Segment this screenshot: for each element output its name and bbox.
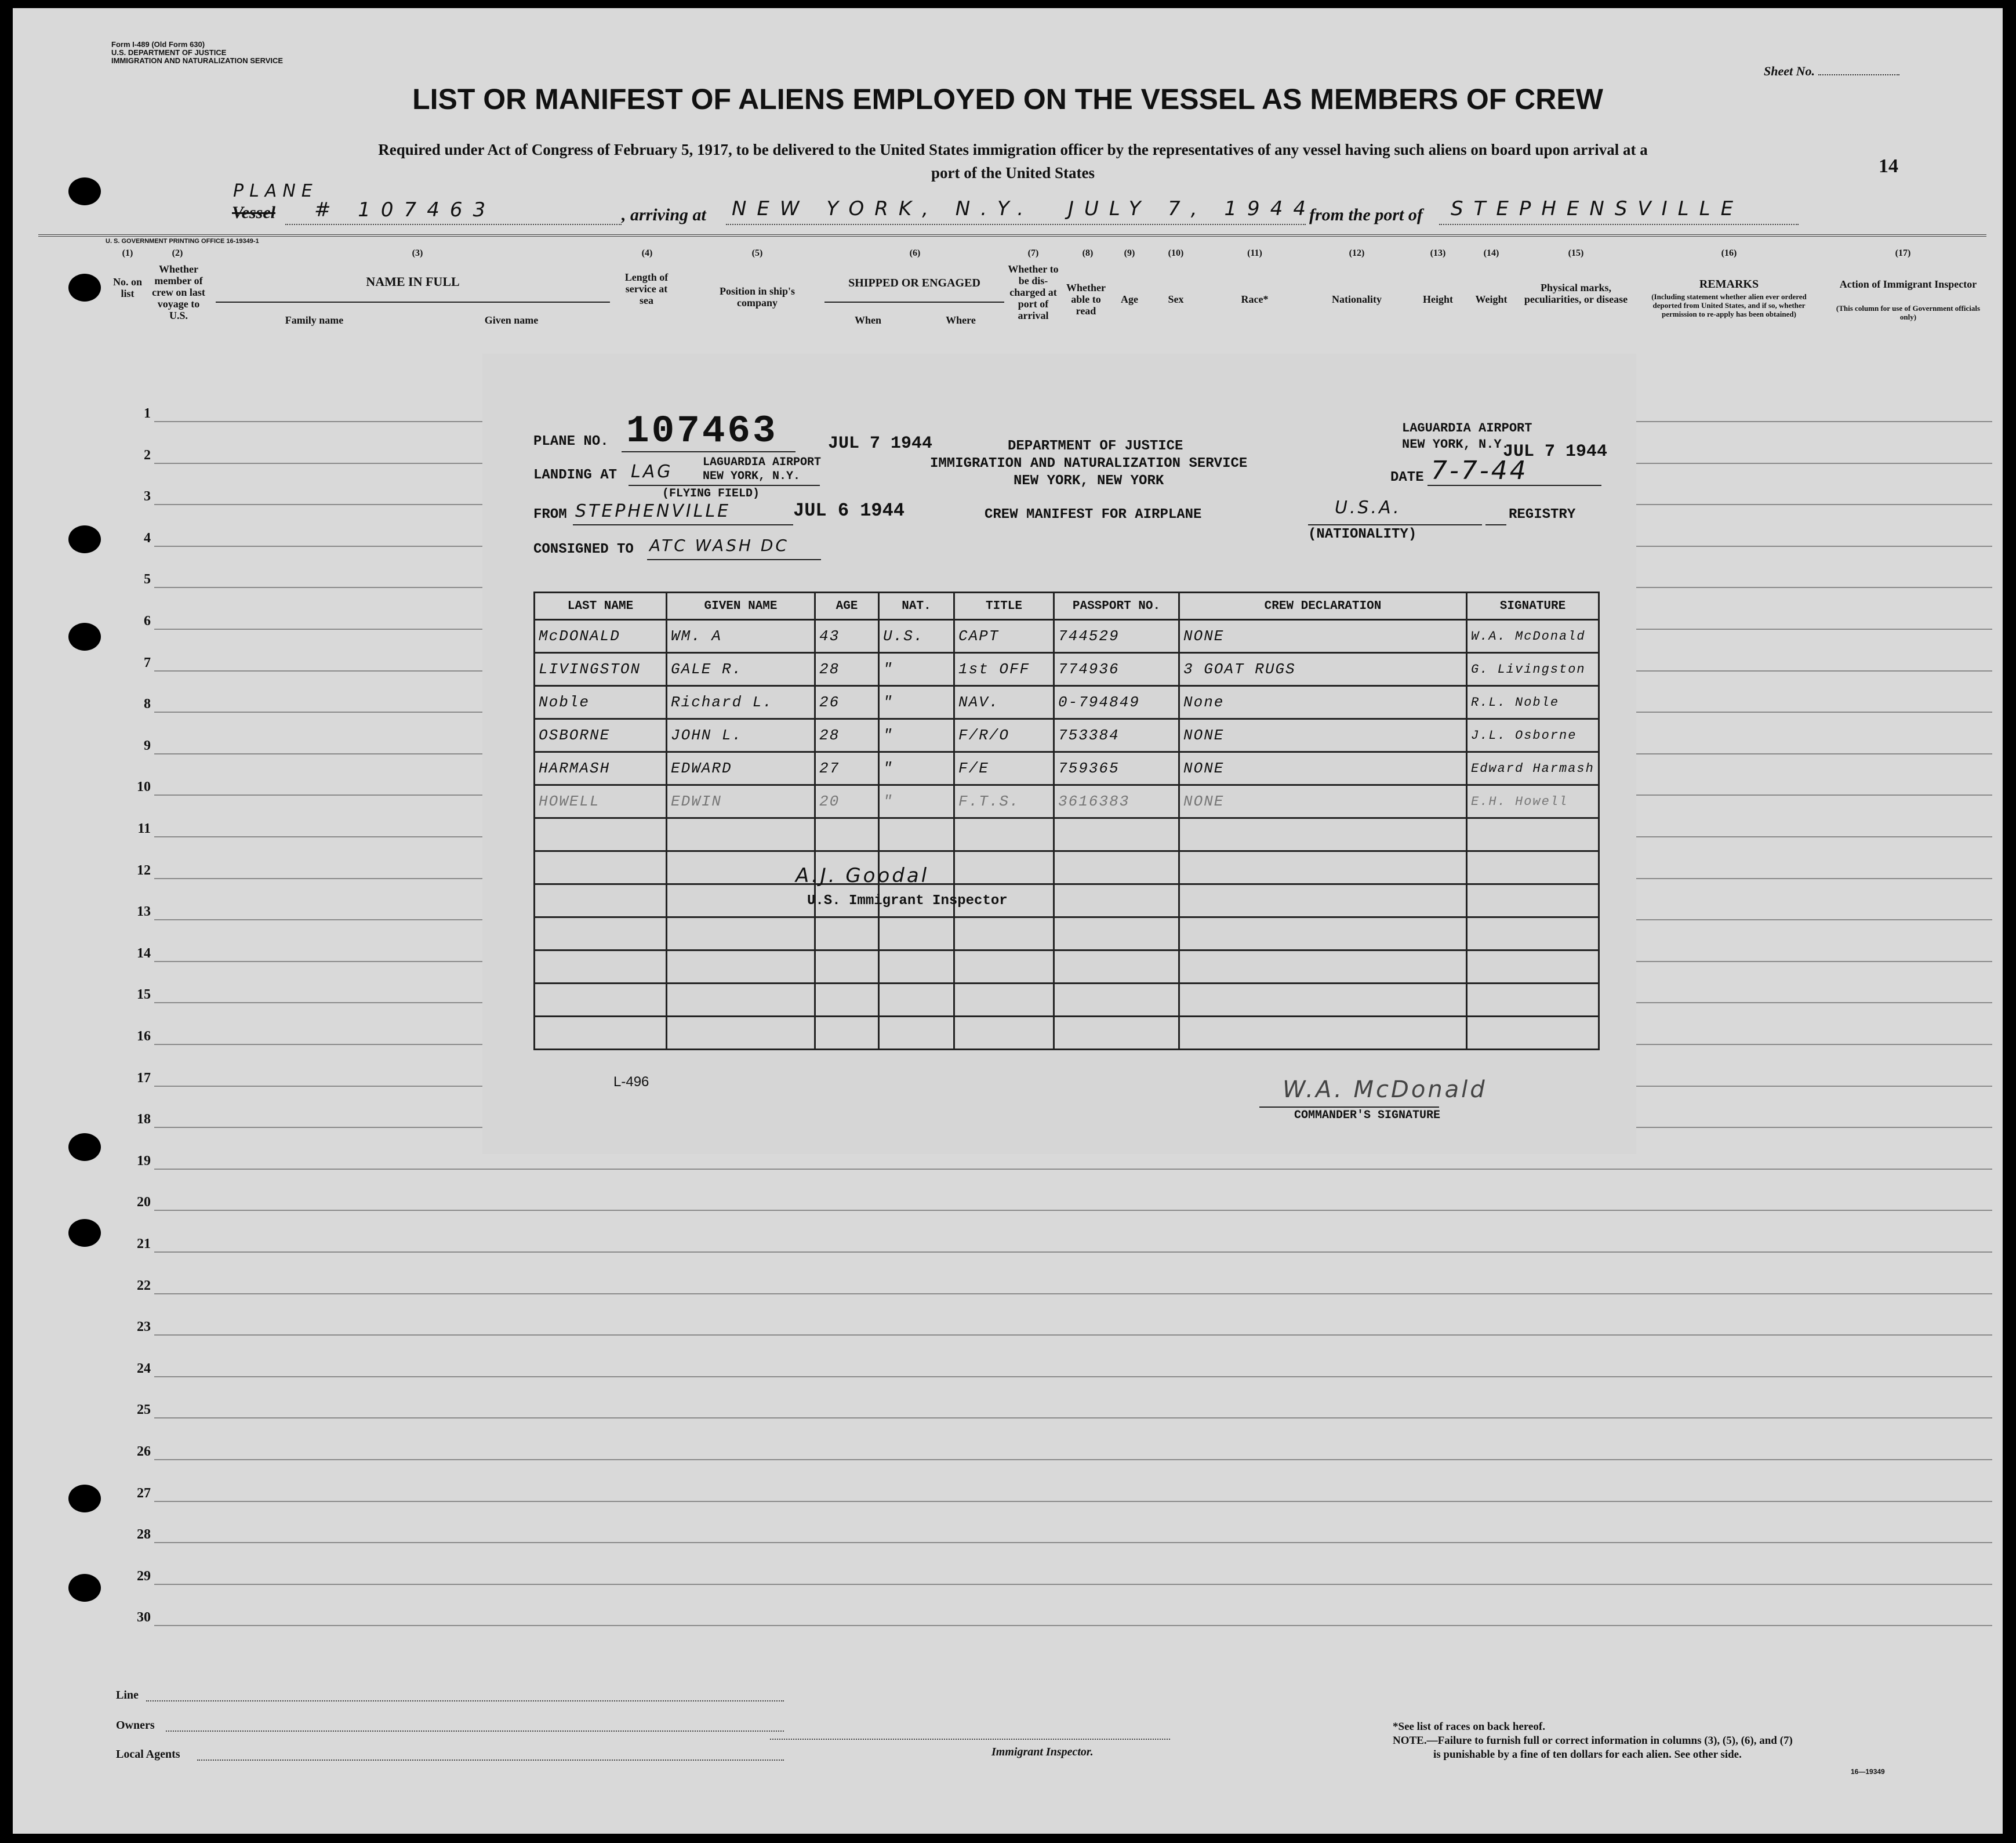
col-race: Race* (1241, 293, 1269, 305)
col-shipped-engaged: SHIPPED OR ENGAGED (848, 277, 980, 289)
crew-age: 43 (815, 620, 879, 653)
from-label: FROM (533, 507, 567, 523)
crew-cell-empty (667, 818, 815, 851)
crew-cell-empty (667, 917, 815, 950)
crew-cell-empty (1467, 1017, 1599, 1050)
crew-nationality: " (879, 686, 954, 719)
header-title: TITLE (954, 593, 1054, 620)
inspector-label: U.S. Immigrant Inspector (807, 893, 1008, 909)
row-number: 23 (137, 1319, 151, 1334)
airport-stamp-date: JUL 7 1944 (1503, 442, 1608, 462)
column-number: (13) (1430, 248, 1446, 258)
column-number: (6) (909, 248, 921, 258)
crew-declaration: NONE (1179, 620, 1467, 653)
vessel-underline (285, 224, 622, 225)
crew-cell-empty (879, 917, 954, 950)
crew-title: 1st OFF (954, 653, 1054, 686)
form-subtitle (129, 138, 1897, 184)
departure-stamp: JUL 6 1944 (793, 500, 905, 521)
row-number: 1 (144, 406, 151, 421)
row-number: 27 (137, 1486, 151, 1501)
port-underline (1439, 224, 1799, 225)
form-title: LIST OR MANIFEST OF ALIENS EMPLOYED ON THE VESSEL AS MEMBERS OF CREW (412, 83, 1603, 115)
plane-number: 107463 (626, 409, 778, 453)
crew-declaration: None (1179, 686, 1467, 719)
crew-title: F.T.S. (954, 785, 1054, 818)
consigned-underline (647, 559, 821, 560)
row-number: 4 (144, 531, 151, 546)
row-rule (154, 1251, 1992, 1253)
row-number: 28 (137, 1527, 151, 1542)
row-rule (154, 1459, 1992, 1460)
column-number: (12) (1349, 248, 1365, 258)
crew-cell-empty (1054, 884, 1179, 917)
crew-signature: G. Livingston (1467, 653, 1599, 686)
crew-cell-empty (1054, 818, 1179, 851)
name-rule (216, 302, 610, 303)
crew-row (535, 719, 1599, 752)
crew-cell-empty (535, 950, 667, 984)
column-number: (16) (1721, 248, 1737, 258)
row-number: 24 (137, 1361, 151, 1376)
row-rule (154, 1625, 1992, 1626)
column-number: (8) (1082, 248, 1094, 258)
row-number: 17 (137, 1071, 151, 1086)
crew-passport: 774936 (1054, 653, 1179, 686)
header-nat: NAT. (879, 593, 954, 620)
crew-cell-empty (815, 950, 879, 984)
crew-passport: 3616383 (1054, 785, 1179, 818)
crew-row (535, 653, 1599, 686)
note-line: NOTE.—Failure to furnish full or correct information in columns (3), (5), (6), and (7) (1393, 1735, 1793, 1747)
arriving-label: , arriving at (622, 205, 706, 224)
column-number: (15) (1568, 248, 1584, 258)
subtitle-line: Required under Act of Congress of February 5, 1917, to be delivered to the United States immigration officer by the representatives of any vessel having such aliens on board upon arrival at a (378, 141, 1648, 158)
inspector-signature: A.J. Goodal (795, 864, 929, 887)
nationality-underline (1308, 524, 1482, 525)
dept-line: DEPARTMENT OF JUSTICE (1008, 438, 1183, 454)
form-identifier (111, 41, 283, 65)
col-weight: Weight (1475, 293, 1508, 305)
column-number: (7) (1027, 248, 1039, 258)
punch-hole (68, 1219, 101, 1247)
crew-cell-empty (667, 1017, 815, 1050)
crew-cell-empty (1467, 984, 1599, 1017)
crew-cell-empty (667, 851, 815, 884)
crew-cell-empty (535, 984, 667, 1017)
crew-last-name: OSBORNE (535, 719, 667, 752)
col-where: Where (946, 314, 976, 326)
agents-label: Local Agents (116, 1748, 180, 1761)
column-number: (2) (172, 248, 183, 258)
crew-signature: Edward Harmash (1467, 752, 1599, 785)
col-remarks: REMARKS (1699, 278, 1759, 291)
punch-hole (68, 1133, 101, 1161)
crew-row (535, 752, 1599, 785)
row-number: 6 (144, 614, 151, 629)
registry-label: REGISTRY (1509, 507, 1576, 523)
crew-title: F/R/O (954, 719, 1054, 752)
crew-cell-empty (1467, 818, 1599, 851)
dept-line: IMMIGRATION AND NATURALIZATION SERVICE (930, 456, 1248, 471)
crew-cell-empty (1054, 851, 1179, 884)
row-number: 19 (137, 1153, 151, 1169)
col-discharged: Whether to be dis-charged at port of arrival (1008, 263, 1059, 321)
plane-no-underline (622, 451, 795, 452)
card-form-number: L-496 (613, 1074, 649, 1090)
crew-cell-empty (879, 818, 954, 851)
crew-last-name: LIVINGSTON (535, 653, 667, 686)
crew-cell-empty (1467, 884, 1599, 917)
form-id-line: IMMIGRATION AND NATURALIZATION SERVICE (111, 56, 284, 65)
owners-underline (166, 1730, 784, 1732)
crew-row (535, 686, 1599, 719)
header-crew-declaration: CREW DECLARATION (1179, 593, 1467, 620)
crew-manifest-title: CREW MANIFEST FOR AIRPLANE (985, 507, 1202, 523)
row-rule (154, 1542, 1992, 1543)
crew-signature: W.A. McDonald (1467, 620, 1599, 653)
crew-row (535, 785, 1599, 818)
row-rule (154, 1501, 1992, 1502)
column-number: (4) (641, 248, 653, 258)
crew-declaration: 3 GOAT RUGS (1179, 653, 1467, 686)
inspector-underline (770, 1739, 1170, 1740)
column-number: (17) (1895, 248, 1911, 258)
crew-last-name: HARMASH (535, 752, 667, 785)
footer-notes (1393, 1720, 1793, 1762)
col-able-to-read: Whether able to read (1066, 282, 1106, 317)
note-line: is punishable by a fine of ten dollars for each alien. See other side. (1433, 1748, 1742, 1761)
crew-last-name: HOWELL (535, 785, 667, 818)
row-number: 11 (137, 821, 151, 836)
crew-cell-empty (815, 917, 879, 950)
crew-given-name: WM. A (667, 620, 815, 653)
landing-stamp: LAGUARDIA AIRPORT (703, 456, 822, 469)
crew-cell-empty (535, 1017, 667, 1050)
crew-age: 28 (815, 653, 879, 686)
crew-title: F/E (954, 752, 1054, 785)
row-rule (154, 1417, 1992, 1418)
flying-field: (FLYING FIELD) (662, 487, 760, 500)
crew-cell-empty (954, 818, 1054, 851)
crew-cell-empty (1467, 950, 1599, 984)
crew-cell-empty (535, 851, 667, 884)
crew-cell-empty (815, 1017, 879, 1050)
row-number: 9 (144, 738, 151, 753)
received-stamp: JUL 7 1944 (828, 434, 933, 454)
sheet-label: Sheet No. (1764, 64, 1815, 78)
column-number: (5) (751, 248, 763, 258)
registry-underline (1485, 524, 1506, 525)
row-number: 29 (137, 1569, 151, 1584)
crew-cell-empty (535, 884, 667, 917)
form-code: 16—19349 (1851, 1768, 1885, 1776)
from-value: STEPHENVILLE (575, 501, 731, 521)
crew-age: 27 (815, 752, 879, 785)
commander-signature: W.A. McDonald (1283, 1076, 1487, 1103)
col-remarks-note: (Including statement whether alien ever ordered deported from United States, and if so, whether permission to re-apply has been obtained) (1651, 292, 1807, 318)
row-number: 21 (137, 1236, 151, 1251)
crew-cell-empty (535, 917, 667, 950)
crew-age: 26 (815, 686, 879, 719)
row-number: 18 (137, 1112, 151, 1127)
row-rule (154, 1210, 1992, 1211)
sheet-number (1764, 64, 1899, 79)
crew-cell-empty (879, 950, 954, 984)
shipped-rule (824, 302, 1004, 303)
column-number: (3) (412, 248, 423, 258)
row-number: 12 (137, 863, 151, 878)
column-number: (1) (122, 248, 133, 258)
crew-given-name: JOHN L. (667, 719, 815, 752)
row-number: 10 (137, 779, 151, 794)
crew-cell-empty (879, 1017, 954, 1050)
crew-declaration: NONE (1179, 752, 1467, 785)
crew-cell-empty (1179, 851, 1467, 884)
crew-row-empty (535, 851, 1599, 884)
crew-row (535, 620, 1599, 653)
crew-nationality: " (879, 785, 954, 818)
print-office: U. S. GOVERNMENT PRINTING OFFICE 16-19349-1 (106, 238, 259, 245)
row-number: 2 (144, 448, 151, 463)
crew-cell-empty (954, 851, 1054, 884)
crew-given-name: GALE R. (667, 653, 815, 686)
col-length-service: Length of service at sea (624, 271, 669, 306)
from-underline (573, 524, 793, 525)
row-number: 8 (144, 696, 151, 712)
commander-label: COMMANDER'S SIGNATURE (1294, 1109, 1441, 1122)
header-signature: SIGNATURE (1467, 593, 1599, 620)
col-given-name: Given name (484, 314, 539, 326)
crew-last-name: Noble (535, 686, 667, 719)
col-sex: Sex (1168, 293, 1184, 305)
page-mark: 14 (1879, 155, 1898, 177)
commander-underline (1259, 1106, 1439, 1108)
row-number: 15 (137, 987, 151, 1002)
row-number: 13 (137, 904, 151, 919)
crew-table (533, 592, 1600, 1050)
header-passport: PASSPORT NO. (1054, 593, 1179, 620)
consigned-value: ATC WASH DC (649, 536, 789, 555)
crew-cell-empty (667, 950, 815, 984)
column-number: (9) (1124, 248, 1135, 258)
consigned-label: CONSIGNED TO (533, 542, 634, 557)
landing-stamp: NEW YORK, N.Y. (703, 470, 801, 483)
punch-hole (68, 623, 101, 651)
col-inspector-note: (This column for use of Government officials only) (1836, 304, 1981, 321)
crew-nationality: U.S. (879, 620, 954, 653)
crew-cell-empty (535, 818, 667, 851)
agents-underline (197, 1759, 784, 1761)
column-number: (11) (1247, 248, 1262, 258)
subtitle-line: port of the United States (931, 164, 1095, 182)
punch-hole (68, 1574, 101, 1602)
column-number: (14) (1483, 248, 1499, 258)
date-label: DATE (1390, 470, 1424, 485)
row-rule (154, 1584, 1992, 1585)
crew-cell-empty (667, 984, 815, 1017)
crew-cell-empty (1054, 917, 1179, 950)
row-rule (154, 1334, 1992, 1336)
crew-table-header (535, 593, 1599, 620)
punch-hole (68, 274, 101, 302)
crew-age: 28 (815, 719, 879, 752)
inspector-footer-label: Immigrant Inspector. (991, 1746, 1094, 1758)
nationality-value: U.S.A. (1335, 498, 1401, 518)
col-family-name: Family name (285, 314, 344, 326)
crew-cell-empty (954, 950, 1054, 984)
airplane-crew-manifest (482, 354, 1636, 1154)
crew-row-empty (535, 1017, 1599, 1050)
row-number: 5 (144, 572, 151, 587)
crew-row-empty (535, 950, 1599, 984)
crew-cell-empty (1467, 851, 1599, 884)
manifest-sheet (13, 8, 2003, 1834)
landing-label: LANDING AT (533, 467, 617, 483)
date-value: 7-7-44 (1431, 456, 1528, 485)
vessel-value: # 107463 (314, 198, 496, 222)
col-physical-marks: Physical marks, peculiarities, or disease (1524, 282, 1628, 305)
row-rule (154, 1376, 1992, 1377)
owners-label: Owners (116, 1719, 155, 1732)
punch-hole (68, 177, 101, 205)
col-inspector-action: Action of Immigrant Inspector (1839, 278, 1977, 290)
crew-cell-empty (1179, 818, 1467, 851)
crew-cell-empty (1054, 950, 1179, 984)
crew-cell-empty (1179, 917, 1467, 950)
crew-cell-empty (954, 984, 1054, 1017)
crew-nationality: " (879, 752, 954, 785)
crew-row-empty (535, 917, 1599, 950)
col-age: Age (1121, 293, 1138, 305)
crew-cell-empty (1054, 984, 1179, 1017)
column-number: (10) (1168, 248, 1184, 258)
crew-cell-empty (1467, 917, 1599, 950)
crew-signature: E.H. Howell (1467, 785, 1599, 818)
crew-given-name: EDWIN (667, 785, 815, 818)
crew-row-empty (535, 884, 1599, 917)
crew-declaration: NONE (1179, 719, 1467, 752)
plane-no-label: PLANE NO. (533, 434, 609, 449)
header-given-name: GIVEN NAME (667, 593, 815, 620)
crew-cell-empty (1179, 984, 1467, 1017)
crew-cell-empty (1179, 884, 1467, 917)
row-number: 16 (137, 1029, 151, 1044)
header-last-name: LAST NAME (535, 593, 667, 620)
crew-passport: 744529 (1054, 620, 1179, 653)
crew-cell-empty (1179, 1017, 1467, 1050)
crew-cell-empty (1179, 950, 1467, 984)
port-value: STEPHENSVILLE (1451, 197, 1744, 220)
dept-line: NEW YORK, NEW YORK (1014, 473, 1164, 489)
row-number: 20 (137, 1195, 151, 1210)
arrival-date: JULY 7, 1944 (1068, 197, 1316, 220)
col-last-voyage: Whether member of crew on last voyage to U.S. (152, 263, 205, 321)
crew-title: NAV. (954, 686, 1054, 719)
row-number: 22 (137, 1278, 151, 1293)
crew-passport: 753384 (1054, 719, 1179, 752)
line-label: Line (116, 1689, 139, 1701)
crew-row-empty (535, 818, 1599, 851)
crew-nationality: " (879, 653, 954, 686)
col-position: Position in ship's company (719, 285, 795, 309)
airport-stamp: NEW YORK, N.Y. (1402, 437, 1509, 452)
punch-hole (68, 1485, 101, 1512)
header-rule (38, 234, 1986, 237)
col-no-on-list: No. on list (112, 276, 142, 299)
crew-title: CAPT (954, 620, 1054, 653)
line-underline (146, 1700, 784, 1701)
row-number: 14 (137, 946, 151, 961)
vessel-label: Vessel (232, 203, 275, 222)
landing-value: LAG (631, 462, 673, 482)
col-nationality: Nationality (1331, 293, 1382, 305)
airport-stamp: LAGUARDIA AIRPORT (1402, 421, 1532, 436)
port-label: from the port of (1309, 205, 1423, 224)
crew-cell-empty (667, 884, 815, 917)
crew-declaration: NONE (1179, 785, 1467, 818)
row-number: 30 (137, 1610, 151, 1625)
date-underline (1427, 485, 1601, 486)
crew-cell-empty (815, 984, 879, 1017)
landing-underline (629, 485, 820, 486)
note-line: *See list of races on back hereof. (1393, 1721, 1545, 1733)
row-number: 26 (137, 1444, 151, 1459)
crew-nationality: " (879, 719, 954, 752)
arriving-underline (726, 224, 1306, 225)
row-rule (154, 1293, 1992, 1294)
plane-word: PLANE (233, 181, 318, 201)
punch-hole (68, 525, 101, 553)
row-number: 25 (137, 1402, 151, 1417)
crew-cell-empty (954, 917, 1054, 950)
col-when: When (854, 314, 881, 326)
row-rule (154, 1169, 1992, 1170)
col-name-in-full: NAME IN FULL (366, 274, 460, 289)
crew-row-empty (535, 984, 1599, 1017)
crew-signature: J.L. Osborne (1467, 719, 1599, 752)
header-age: AGE (815, 593, 879, 620)
crew-cell-empty (815, 818, 879, 851)
crew-given-name: EDWARD (667, 752, 815, 785)
crew-last-name: McDONALD (535, 620, 667, 653)
crew-passport: 0-794849 (1054, 686, 1179, 719)
crew-cell-empty (954, 1017, 1054, 1050)
crew-cell-empty (1054, 1017, 1179, 1050)
row-number: 3 (144, 489, 151, 504)
nationality-label: (NATIONALITY) (1308, 527, 1417, 542)
crew-signature: R.L. Noble (1467, 686, 1599, 719)
form-id-line: U.S. DEPARTMENT OF JUSTICE (111, 48, 227, 57)
row-number: 7 (144, 655, 151, 670)
arriving-value: NEW YORK, N.Y. (732, 197, 1034, 220)
form-id-line: Form I-489 (Old Form 630) (111, 40, 205, 49)
crew-table-body (535, 620, 1599, 1050)
col-height: Height (1423, 293, 1453, 305)
crew-age: 20 (815, 785, 879, 818)
crew-cell-empty (879, 984, 954, 1017)
crew-given-name: Richard L. (667, 686, 815, 719)
crew-passport: 759365 (1054, 752, 1179, 785)
